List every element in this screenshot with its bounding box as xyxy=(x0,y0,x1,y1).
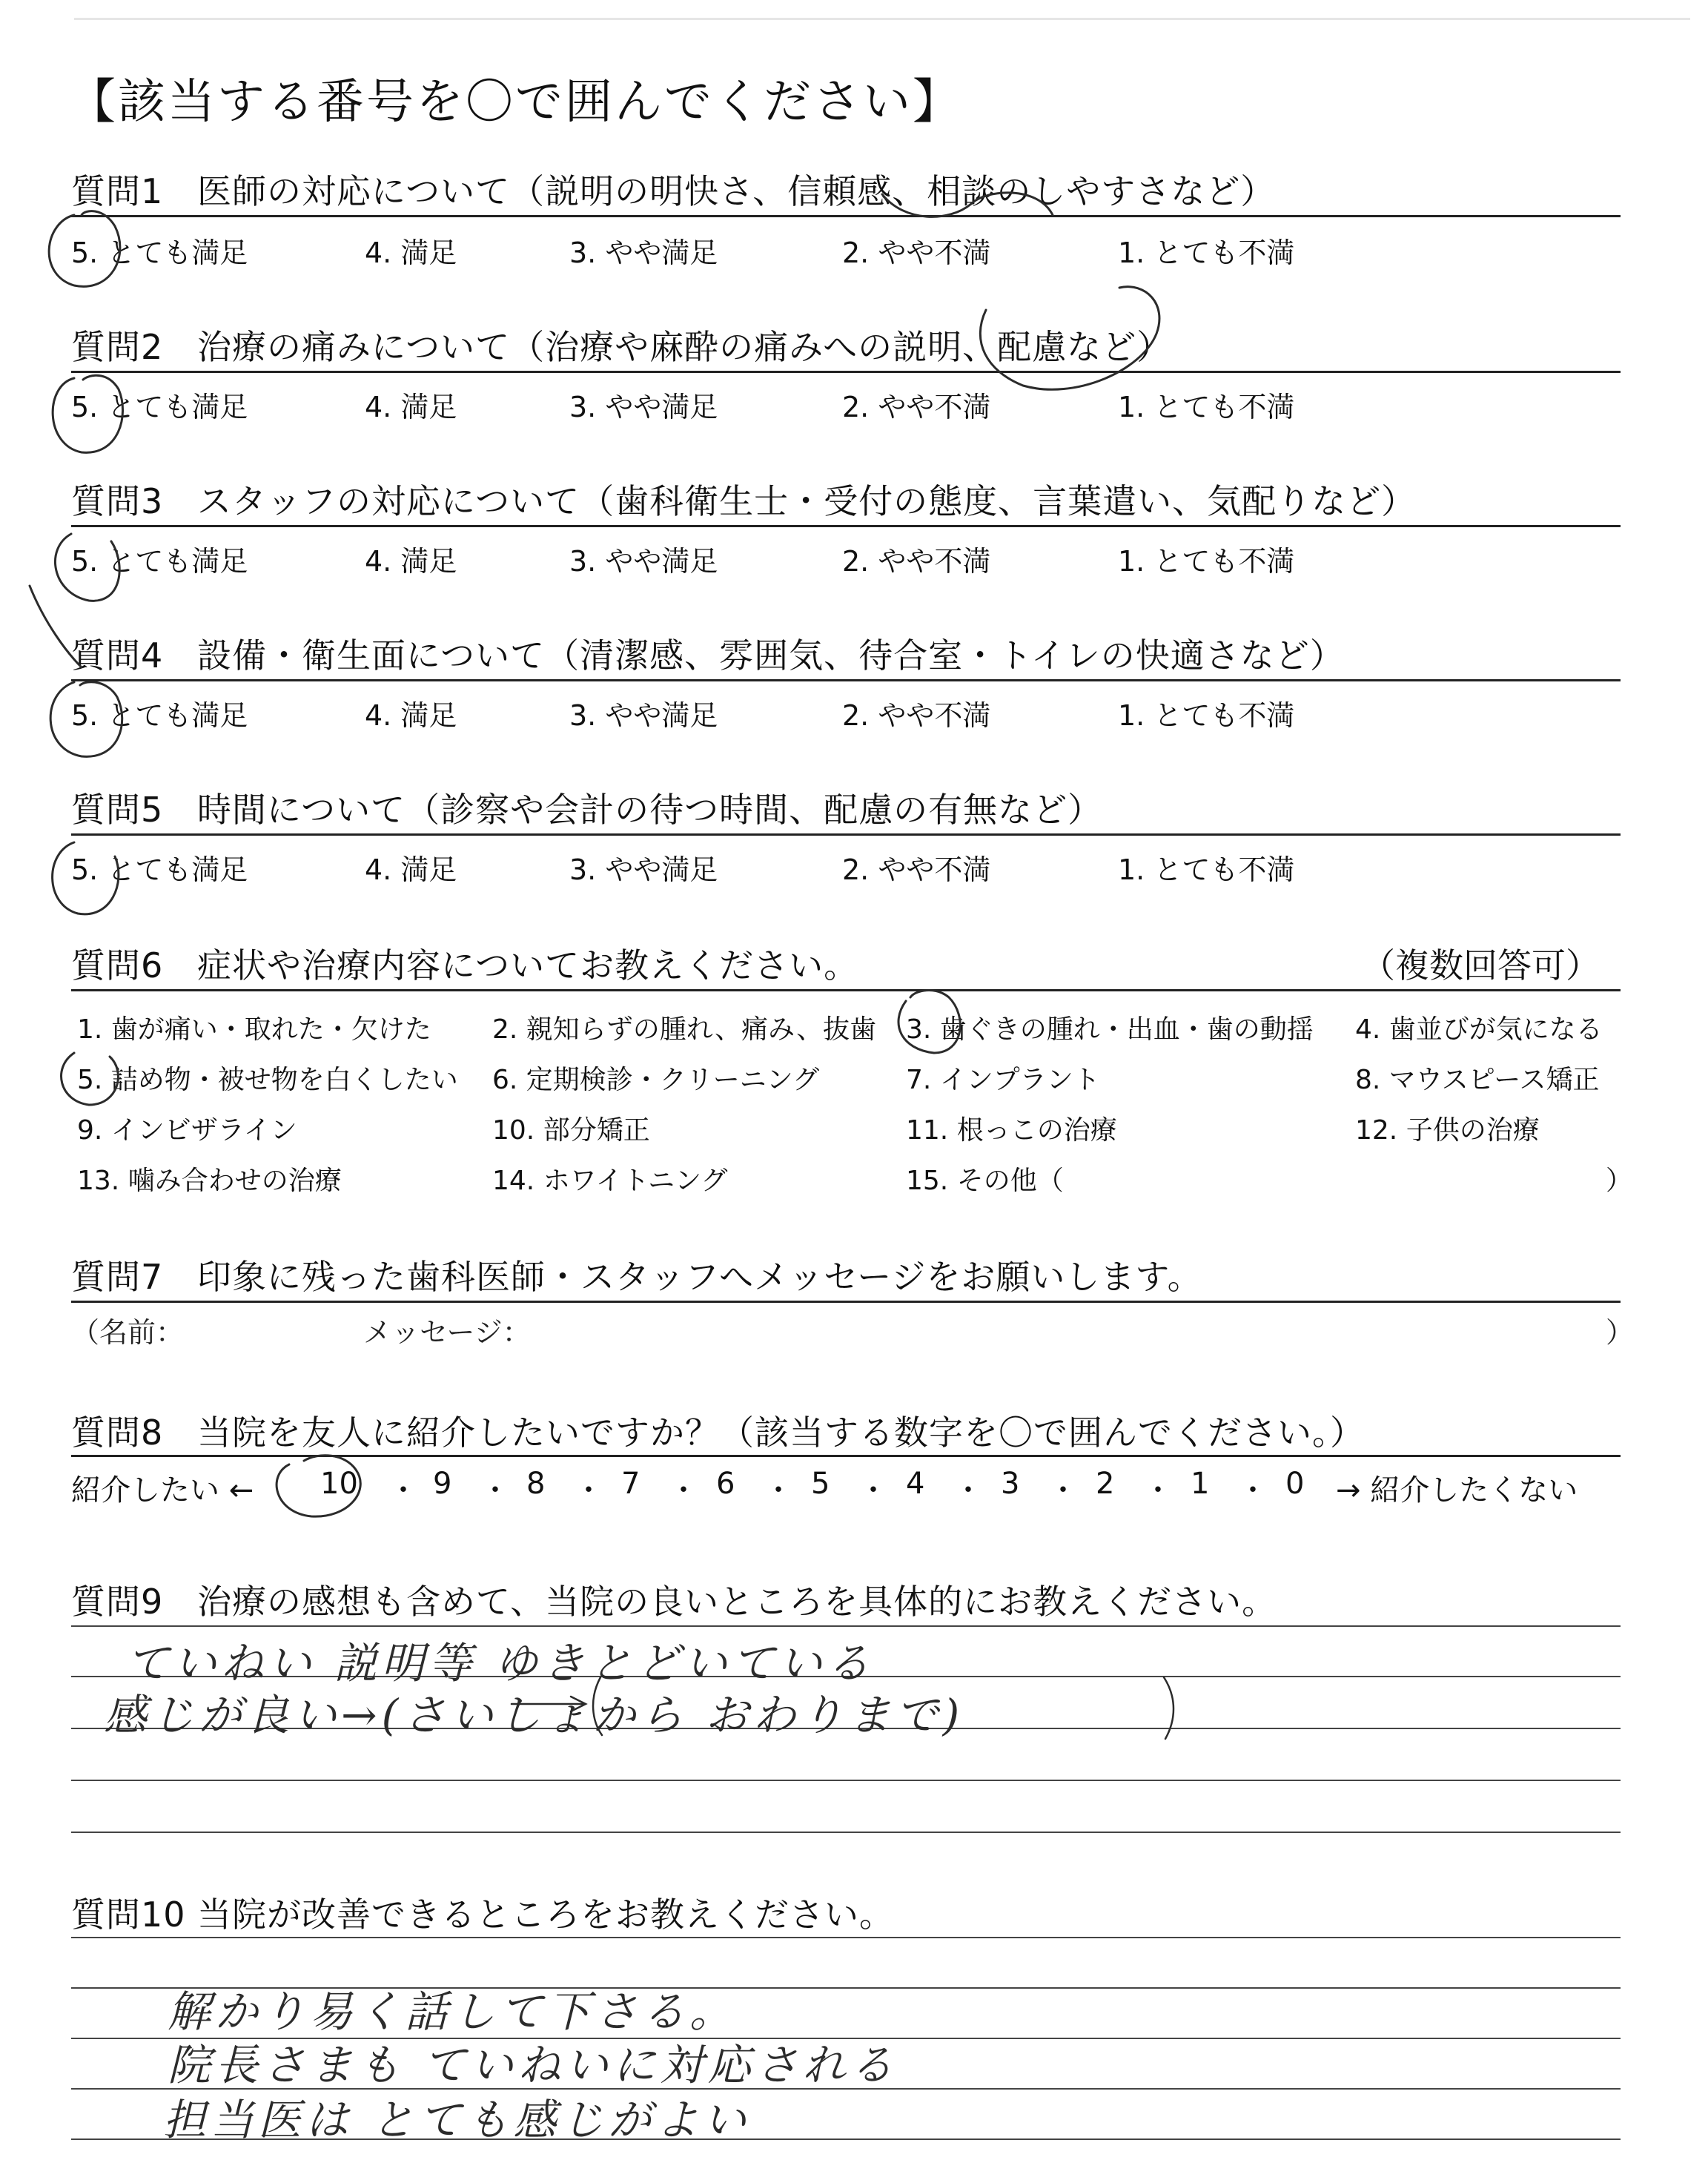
q10-handwritten-line-2: 院長さまも ていねいに対応される xyxy=(168,2040,898,2090)
q4-text: 設備・衛生面について（清潔感、雰囲気、待合室・トイレの快適さなど） xyxy=(197,635,1345,676)
q8-scale-8[interactable]: 8 xyxy=(526,1467,546,1501)
q9-arrow xyxy=(512,1697,586,1711)
q1-stray-pen-stroke xyxy=(882,193,1053,217)
q6-option-15[interactable]: 15. その他（ xyxy=(906,1166,1064,1196)
q6-multiple-note: （複数回答可） xyxy=(1361,945,1600,985)
q5-text: 時間について（診察や会計の待つ時間、配慮の有無など） xyxy=(197,790,1103,830)
q2-text: 治療の痛みについて（治療や麻酔の痛みへの説明、配慮など） xyxy=(197,327,1172,367)
q10-handwritten-line-3: 担当医は とても感じがよい xyxy=(163,2095,751,2145)
q8-right-label: → 紹介したくない xyxy=(1336,1473,1578,1507)
q8-scale-5[interactable]: 5 xyxy=(811,1467,830,1501)
q3-option-4[interactable]: 4. 満足 xyxy=(365,545,457,578)
q8-text: 当院を友人に紹介したいですか？（該当する数字を〇で囲んでください。） xyxy=(197,1413,1365,1453)
q4-number: 質問4 xyxy=(71,635,164,676)
q8-scale-6[interactable]: 6 xyxy=(716,1467,735,1501)
q6-option-2[interactable]: 2. 親知らずの腫れ、痛み、抜歯 xyxy=(492,1014,877,1045)
q9-handwritten-line-1: ていねい 説明等 ゆきとどいている xyxy=(126,1638,874,1688)
q8-dot: ・ xyxy=(764,1473,793,1507)
q2-option-3[interactable]: 3. やや満足 xyxy=(569,391,718,423)
q3-option-2[interactable]: 2. やや不満 xyxy=(842,545,991,578)
q6-option-4[interactable]: 4. 歯並びが気になる xyxy=(1355,1014,1603,1045)
q6-option-9[interactable]: 9. インビザライン xyxy=(77,1115,297,1146)
q9-handwritten-line-2: 感じが良い→(さいしょから おわりまで) xyxy=(104,1690,964,1740)
q1-text: 医師の対応について（説明の明快さ、信頼感、相談のしやすさなど） xyxy=(197,171,1276,211)
q1-selection-circle xyxy=(49,211,120,287)
q7-name-label: （名前： xyxy=(71,1316,185,1349)
q8-dot: ・ xyxy=(858,1473,888,1507)
q8-scale-4[interactable]: 4 xyxy=(906,1467,925,1501)
q6-text: 症状や治療内容についてお教えください。 xyxy=(197,945,859,985)
q8-scale-7[interactable]: 7 xyxy=(621,1467,640,1501)
q6-option-13[interactable]: 13. 噛み合わせの治療 xyxy=(77,1166,342,1196)
q3-option-5[interactable]: 5. とても満足 xyxy=(71,545,248,578)
q9-text: 治療の感想も含めて、当院の良いところを具体的にお教えください。 xyxy=(197,1582,1277,1622)
q1-option-2[interactable]: 2. やや不満 xyxy=(842,237,991,269)
q1-number: 質問1 xyxy=(71,171,164,211)
q3-selection-circle xyxy=(55,534,119,601)
q8-dot: ・ xyxy=(1048,1473,1078,1507)
q8-dot: ・ xyxy=(1238,1473,1268,1507)
q2-number: 質問2 xyxy=(71,327,164,367)
q6-option-8[interactable]: 8. マウスピース矯正 xyxy=(1355,1065,1600,1095)
q10-text: 当院が改善できるところをお教えください。 xyxy=(197,1895,894,1935)
q3-option-3[interactable]: 3. やや満足 xyxy=(569,545,718,578)
q5-option-2[interactable]: 2. やや不満 xyxy=(842,853,991,886)
q4-option-1[interactable]: 1. とても不満 xyxy=(1118,699,1295,732)
q8-left-label: 紹介したい ← xyxy=(71,1473,254,1507)
q8-dot: ・ xyxy=(669,1473,698,1507)
q6-option-5-circle xyxy=(62,1053,119,1105)
q9-number: 質問9 xyxy=(71,1582,164,1622)
q5-option-3[interactable]: 3. やや満足 xyxy=(569,853,718,886)
q8-dot: ・ xyxy=(388,1473,418,1507)
q8-scale-9[interactable]: 9 xyxy=(433,1467,452,1501)
q4-option-2[interactable]: 2. やや不満 xyxy=(842,699,991,732)
q7-message-label: メッセージ： xyxy=(363,1316,531,1349)
q2-option-5[interactable]: 5. とても満足 xyxy=(71,391,248,423)
q8-number: 質問8 xyxy=(71,1413,164,1453)
q2-option-2[interactable]: 2. やや不満 xyxy=(842,391,991,423)
q4-option-3[interactable]: 3. やや満足 xyxy=(569,699,718,732)
q6-option-6[interactable]: 6. 定期検診・クリーニング xyxy=(492,1065,820,1095)
q8-scale-3[interactable]: 3 xyxy=(1001,1467,1020,1501)
q9-paren-left xyxy=(593,1677,602,1735)
q9-paren-right xyxy=(1164,1677,1174,1739)
q8-scale-2[interactable]: 2 xyxy=(1096,1467,1115,1501)
q3-q4-stray-pen-stroke xyxy=(30,586,82,667)
q8-dot: ・ xyxy=(953,1473,983,1507)
q3-number: 質問3 xyxy=(71,481,164,521)
q7-close-paren: ） xyxy=(1606,1316,1635,1349)
q6-option-12[interactable]: 12. 子供の治療 xyxy=(1355,1115,1540,1146)
q5-option-4[interactable]: 4. 満足 xyxy=(365,853,457,886)
q6-option-10[interactable]: 10. 部分矯正 xyxy=(492,1115,650,1146)
q7-text: 印象に残った歯科医師・スタッフへメッセージをお願いします。 xyxy=(197,1257,1202,1297)
q1-option-3[interactable]: 3. やや満足 xyxy=(569,237,718,269)
q5-option-1[interactable]: 1. とても不満 xyxy=(1118,853,1295,886)
q6-option-1[interactable]: 1. 歯が痛い・取れた・欠けた xyxy=(77,1014,431,1045)
q1-option-4[interactable]: 4. 満足 xyxy=(365,237,457,269)
q2-option-4[interactable]: 4. 満足 xyxy=(365,391,457,423)
q10-handwritten-line-1: 解かり易く話して下さる。 xyxy=(168,1986,738,2037)
q6-option-3[interactable]: 3. 歯ぐきの腫れ・出血・歯の動揺 xyxy=(906,1014,1314,1045)
q3-option-1[interactable]: 1. とても不満 xyxy=(1118,545,1295,578)
q8-scale-0[interactable]: 0 xyxy=(1285,1467,1305,1501)
q8-dot: ・ xyxy=(574,1473,603,1507)
q6-option-5[interactable]: 5. 詰め物・被せ物を白くしたい xyxy=(77,1065,458,1095)
q4-option-5[interactable]: 5. とても満足 xyxy=(71,699,248,732)
q8-dot: ・ xyxy=(480,1473,510,1507)
q2-stray-pen-stroke xyxy=(980,287,1159,390)
q8-dot: ・ xyxy=(1143,1473,1173,1507)
q3-text: スタッフの対応について（歯科衛生士・受付の態度、言葉遣い、気配りなど） xyxy=(197,481,1417,521)
q8-scale-1[interactable]: 1 xyxy=(1191,1467,1210,1501)
q6-option-3-circle xyxy=(898,991,960,1053)
q2-selection-circle xyxy=(53,375,122,452)
form-heading: 【該当する番号を〇で囲んでください】 xyxy=(68,75,962,130)
q4-selection-circle xyxy=(50,682,122,757)
q5-option-5[interactable]: 5. とても満足 xyxy=(71,853,248,886)
q8-scale-10[interactable]: 10 xyxy=(320,1467,358,1501)
q5-selection-circle xyxy=(53,842,119,914)
q2-option-1[interactable]: 1. とても不満 xyxy=(1118,391,1295,423)
q6-option-14[interactable]: 14. ホワイトニング xyxy=(492,1166,728,1196)
q1-option-1[interactable]: 1. とても不満 xyxy=(1118,237,1295,269)
q6-option-11[interactable]: 11. 根っこの治療 xyxy=(906,1115,1117,1146)
q6-number: 質問6 xyxy=(71,945,164,985)
q6-other-close-paren: ） xyxy=(1606,1166,1633,1196)
q1-option-5[interactable]: 5. とても満足 xyxy=(71,237,248,269)
q7-number: 質問7 xyxy=(71,1257,164,1297)
q10-number: 質問10 xyxy=(71,1895,186,1935)
q5-number: 質問5 xyxy=(71,790,164,830)
q6-option-7[interactable]: 7. インプラント xyxy=(906,1065,1100,1095)
q8-selection-circle xyxy=(277,1456,360,1516)
q4-option-4[interactable]: 4. 満足 xyxy=(365,699,457,732)
